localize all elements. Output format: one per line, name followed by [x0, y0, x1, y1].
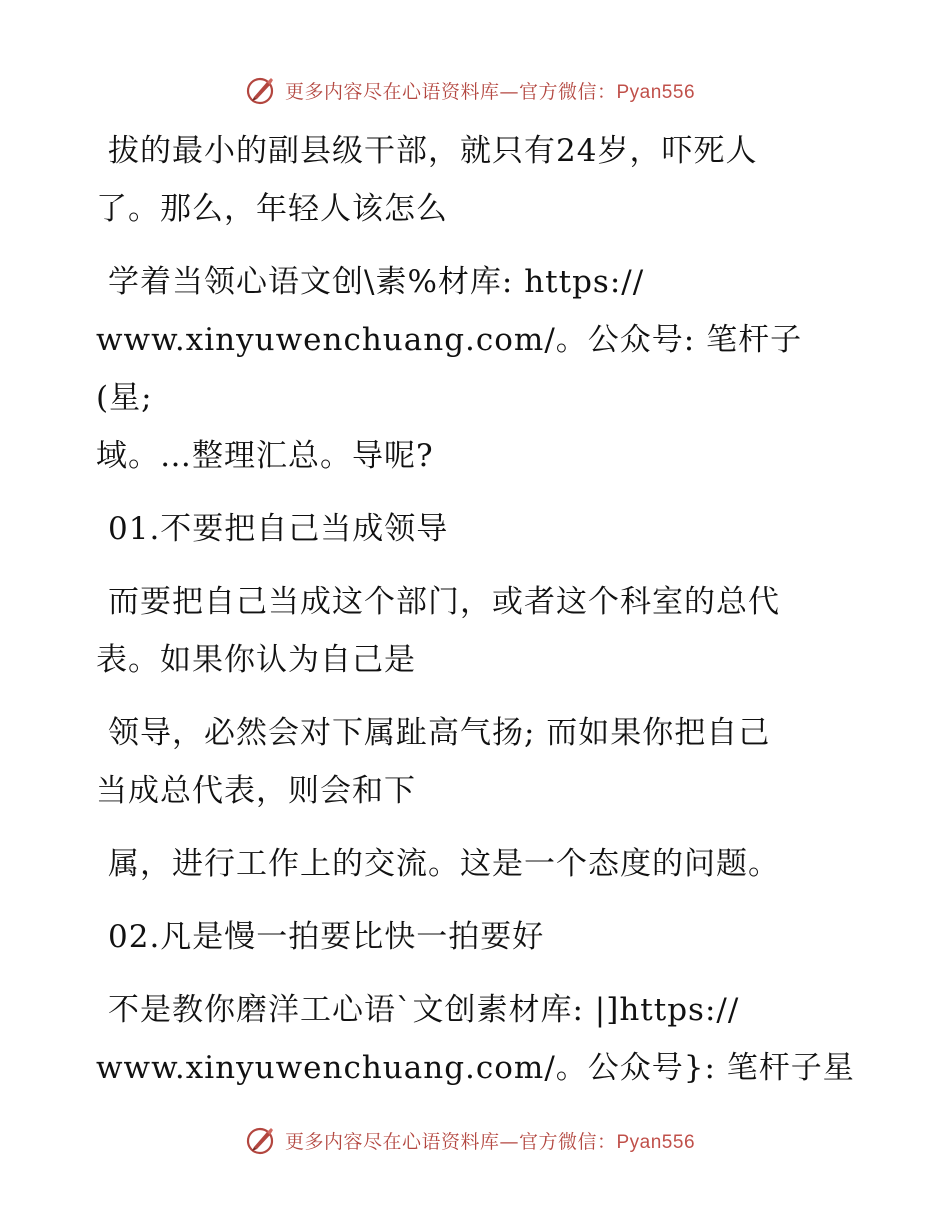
header-watermark [0, 70, 950, 110]
watermark-text: 更多内容尽在心语资料库—官方微信：Pyan556 [284, 80, 696, 103]
paragraph-4: 领导，必然会对下属趾高气扬; 而如果你把自己 当成总代表，则会和下 [96, 715, 771, 809]
pen-logo-icon [245, 74, 277, 106]
section-heading-01: 01.不要把自己当成领导 [108, 511, 449, 547]
wechat-id: Pyan556 [616, 81, 696, 103]
document-body [96, 122, 856, 1112]
paragraph-6: 不是教你磨洋工心语`文创素材库: |]https:// www.xinyuwenchuang.com/。公众号}: 笔杆子星 [96, 992, 855, 1086]
paragraph-3: 而要把自己当成这个部门，或者这个科室的总代 表。如果你认为自己是 [96, 584, 780, 678]
footer-watermark [0, 1120, 950, 1160]
pen-logo-icon [245, 1124, 277, 1156]
paragraph-2: 学着当领心语文创\素%材库: https:// www.xinyuwenchuang.com/。公众号: 笔杆子(星; 域。…整理汇总。导呢? [96, 264, 803, 474]
wechat-id: Pyan556 [616, 1131, 696, 1153]
paragraph-5: 属，进行工作上的交流。这是一个态度的问题。 [108, 846, 780, 882]
section-heading-02: 02.凡是慢一拍要比快一拍要好 [108, 919, 545, 955]
watermark-text: 更多内容尽在心语资料库—官方微信：Pyan556 [284, 1130, 696, 1153]
paragraph-1: 拔的最小的副县级干部，就只有24岁，吓死人 了。那么，年轻人该怎么 [96, 133, 758, 227]
